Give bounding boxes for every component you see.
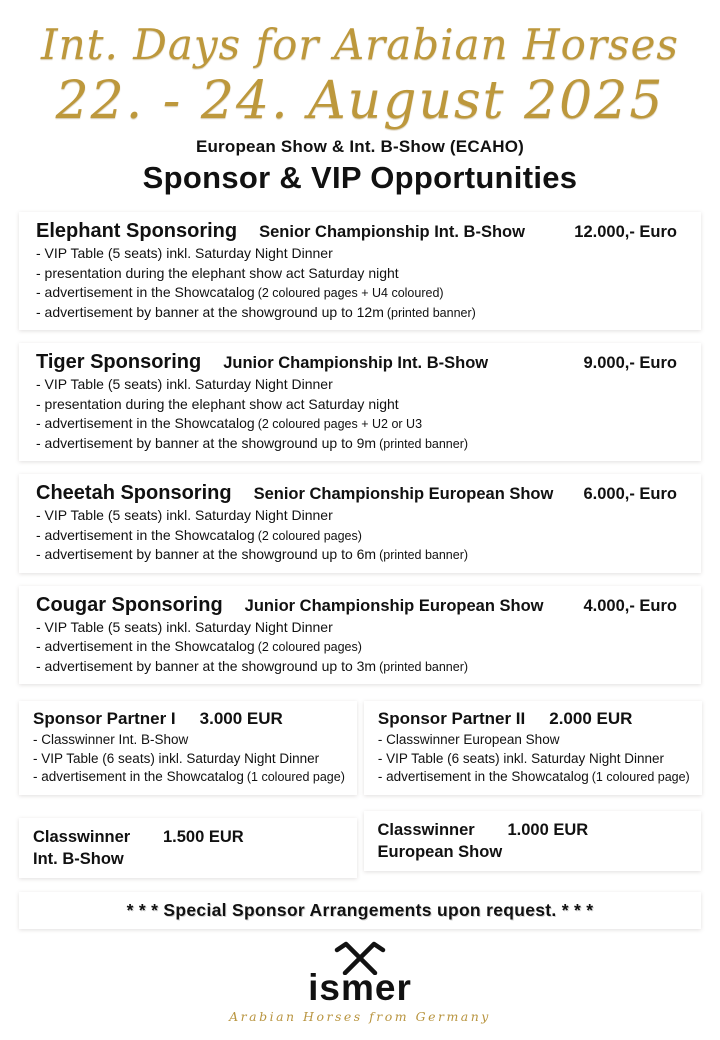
- bullet-line: [378, 750, 690, 769]
- bullet-text: - advertisement in the Showcatalog: [33, 769, 244, 784]
- bullet-line: [36, 414, 677, 434]
- event-title: Int. Days for Arabian Horses: [41, 20, 679, 69]
- bullet-text: - advertisement in the Showcatalog: [36, 526, 255, 543]
- bullet-text: - presentation during the elephant show act Saturday night: [36, 395, 399, 412]
- classwinner-show: Int. B-Show: [33, 849, 124, 868]
- bullet-text: - advertisement in the Showcatalog: [377, 769, 589, 784]
- page-title: Sponsor & VIP Opportunities: [142, 160, 578, 195]
- bullet-text: - advertisement by banner at the showground up to 12m: [36, 303, 384, 320]
- sponsoring-name: Cougar Sponsoring: [36, 593, 223, 616]
- bullet-text: - VIP Table (5 seats) inkl. Saturday Night Dinner: [36, 507, 333, 523]
- flyer-footer: [0, 939, 720, 1024]
- bullet-line: [378, 731, 690, 750]
- bullet-line: [36, 283, 677, 303]
- sponsoring-list: [19, 212, 701, 929]
- logo-tagline: Arabian Horses from Germany: [229, 1008, 491, 1024]
- classwinner-price: 1.500 EUR: [163, 827, 244, 846]
- bullet-line: [33, 750, 345, 769]
- sponsoring-card-cougar: [19, 586, 701, 685]
- show-subtitle: European Show & Int. B-Show (ECAHO): [195, 137, 525, 156]
- bullet-line: [36, 264, 677, 284]
- bullet-line: [36, 657, 677, 677]
- card-title-row: [378, 707, 690, 731]
- partner-card-1: [19, 701, 357, 795]
- classwinner-label: Classwinner: [33, 827, 131, 846]
- bullet-line: [378, 768, 690, 787]
- bullet-text: - presentation during the elephant show act Saturday night: [36, 264, 399, 281]
- partner-price: 3.000 EUR: [199, 709, 283, 728]
- card-title-row: [36, 350, 677, 375]
- bullet-line: [36, 434, 677, 454]
- card-title-row: [33, 707, 345, 731]
- sponsoring-name: Cheetah Sponsoring: [36, 482, 232, 504]
- partner-card-2: [364, 701, 702, 795]
- bullet-line: [36, 395, 677, 415]
- sponsoring-subtitle: Senior Championship European Show: [253, 485, 554, 503]
- bullet-note: (printed banner): [379, 659, 469, 674]
- bullet-note: (2 coloured pages + U4 coloured): [257, 286, 444, 300]
- partner-row: [19, 701, 701, 795]
- sponsoring-price: 6.000,- Euro: [583, 485, 677, 503]
- classwinner-show: European Show: [377, 842, 503, 861]
- ismer-logo: ismer: [308, 966, 412, 1008]
- bullet-text: - VIP Table (5 seats) inkl. Saturday Night Dinner: [36, 618, 333, 635]
- sponsoring-card-tiger: [19, 343, 701, 461]
- card-title-row: [36, 219, 677, 244]
- sponsoring-name: Elephant Sponsoring: [36, 220, 238, 242]
- sponsoring-subtitle: Senior Championship Int. B-Show: [259, 223, 525, 241]
- bullet-line: [36, 618, 677, 638]
- classwinner-label: Classwinner: [377, 820, 475, 839]
- partner-price: 2.000 EUR: [549, 709, 633, 728]
- bullet-text: - advertisement by banner at the showground up to 3m: [36, 657, 377, 674]
- bullet-text: - advertisement in the Showcatalog: [36, 638, 255, 654]
- classwinner-price: 1.000 EUR: [507, 820, 589, 839]
- bullet-note: (printed banner): [379, 436, 469, 451]
- bullet-line: [36, 506, 677, 526]
- flyer-header: [0, 0, 720, 196]
- sponsoring-subtitle: Junior Championship Int. B-Show: [223, 354, 489, 372]
- bullet-line: [33, 768, 345, 787]
- classwinner-row: [19, 811, 701, 878]
- bullet-note: (2 coloured pages + U2 or U3: [257, 417, 423, 431]
- sponsoring-card-cheetah: [19, 474, 701, 573]
- classwinner-card-bshow: [19, 818, 357, 878]
- bullet-line: [36, 303, 677, 323]
- bullet-line: [36, 244, 677, 264]
- bullet-note: (1 coloured page): [246, 770, 345, 784]
- bullet-text: - advertisement in the Showcatalog: [36, 415, 255, 431]
- sponsoring-price: 12.000,- Euro: [574, 223, 677, 241]
- bullet-note: (printed banner): [379, 548, 469, 562]
- sponsoring-price: 9.000,- Euro: [583, 354, 677, 372]
- sponsoring-card-elephant: [19, 212, 701, 330]
- bullet-text: - advertisement by banner at the showground up to 6m: [36, 546, 377, 562]
- sponsoring-name: Tiger Sponsoring: [36, 351, 202, 373]
- partner-name: Sponsor Partner I: [33, 709, 176, 728]
- bullet-text: - VIP Table (5 seats) inkl. Saturday Night Dinner: [36, 376, 333, 392]
- sponsoring-price: 4.000,- Euro: [583, 596, 677, 615]
- event-dates: 22. - 24. August 2025: [55, 71, 665, 131]
- bullet-text: - VIP Table (5 seats) inkl. Saturday Night Dinner: [36, 245, 333, 261]
- bullet-text: - advertisement in the Showcatalog: [36, 284, 255, 300]
- bullet-note: (2 coloured pages): [257, 528, 362, 543]
- classwinner-title: [33, 826, 151, 870]
- bullet-note: (printed banner): [386, 305, 476, 320]
- bullet-line: [36, 637, 677, 657]
- bullet-line: [36, 545, 677, 565]
- bullet-note: (1 coloured page): [591, 770, 690, 784]
- bullet-text: - VIP Table (6 seats) inkl. Saturday Night Dinner: [377, 750, 664, 766]
- partner-name: Sponsor Partner II: [377, 709, 526, 728]
- bullet-line: [36, 375, 677, 395]
- bullet-text: - VIP Table (6 seats) inkl. Saturday Night Dinner: [33, 750, 320, 766]
- sponsoring-subtitle: Junior Championship European Show: [244, 596, 544, 615]
- bullet-text: - Classwinner Int. B-Show: [33, 732, 189, 747]
- bullet-line: [36, 526, 677, 546]
- classwinner-title: [377, 819, 503, 863]
- card-title-row: [36, 593, 677, 618]
- special-arrangements-banner: [19, 892, 701, 929]
- classwinner-card-european: [364, 811, 702, 871]
- bullet-text: - Classwinner European Show: [377, 732, 560, 747]
- special-arrangements-text: * * * Special Sponsor Arrangements upon request. * * *: [126, 899, 594, 920]
- card-title-row: [36, 481, 677, 506]
- bullet-note: (2 coloured pages): [257, 640, 362, 654]
- bullet-line: [33, 731, 345, 750]
- bullet-text: - advertisement by banner at the showground up to 9m: [36, 434, 377, 451]
